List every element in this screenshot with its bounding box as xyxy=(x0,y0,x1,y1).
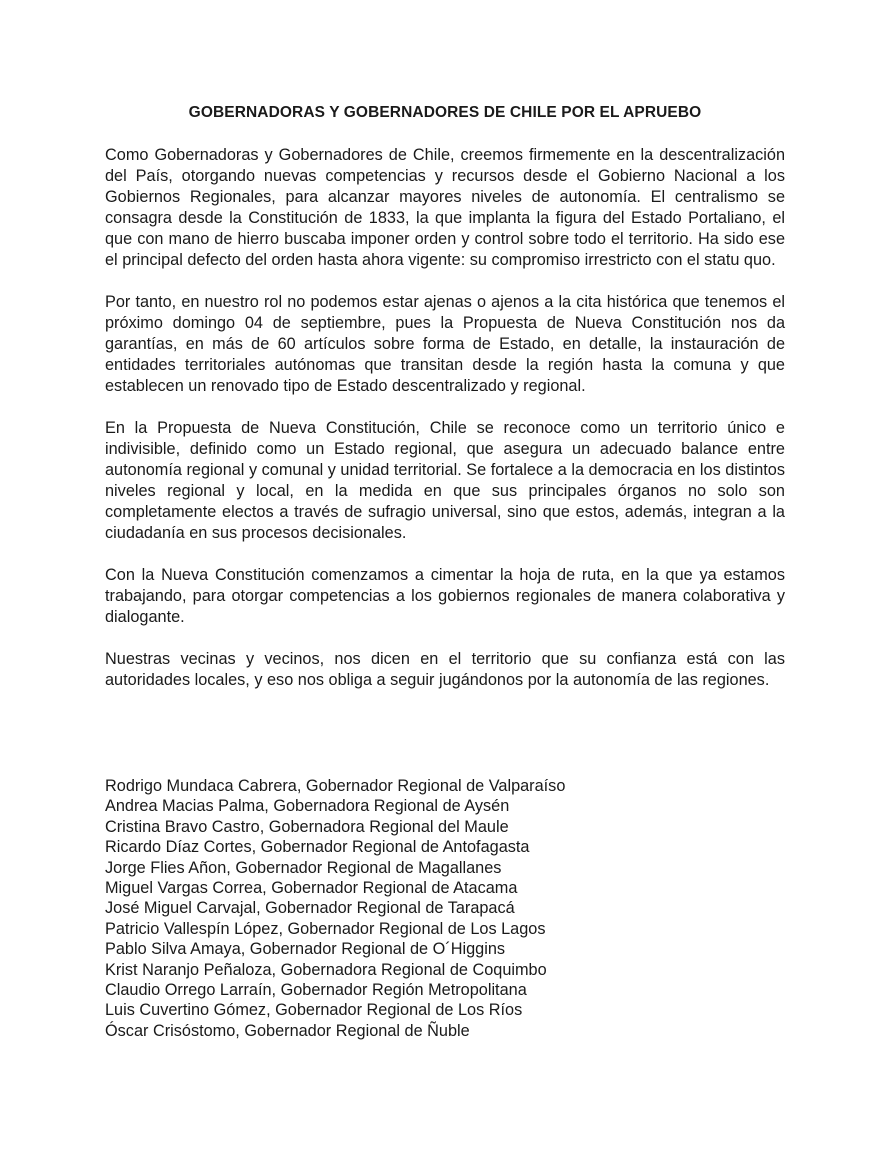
signatory: Krist Naranjo Peñaloza, Gobernadora Regional de Coquimbo xyxy=(105,960,547,979)
signatory: Cristina Bravo Castro, Gobernadora Regional del Maule xyxy=(105,817,509,836)
signatory: Patricio Vallespín López, Gobernador Regional de Los Lagos xyxy=(105,919,546,938)
signatory: Óscar Crisóstomo, Gobernador Regional de Ñuble xyxy=(105,1021,470,1040)
paragraph-4: Con la Nueva Constitución comenzamos a cimentar la hoja de ruta, en la que ya estamos trabajando, para otorgar competencias a los gobiernos regionales de manera colaborativa y dialogante. xyxy=(105,566,785,626)
paragraph-2: Por tanto, en nuestro rol no podemos estar ajenas o ajenos a la cita histórica que tenemos el próximo domingo 04 de septiembre, pues la Propuesta de Nueva Constitución nos da garantías, en más de 60 artículos sobre forma de Estado, en detalle, la instauración de entidades territoriales autónomas que transitan desde la región hasta la comuna y que establecen un renovado tipo de Estado descentralizado y regional. xyxy=(105,293,785,395)
signatory: Rodrigo Mundaca Cabrera, Gobernador Regional de Valparaíso xyxy=(105,777,566,795)
signatory: Miguel Vargas Correa, Gobernador Regional de Atacama xyxy=(105,879,518,898)
document-body xyxy=(105,145,785,712)
paragraph-1: Como Gobernadoras y Gobernadores de Chile, creemos firmemente en la descentralización del País, otorgando nuevas competencias y recursos desde el Gobierno Nacional a los Gobiernos Regionales, para alcanzar mayores niveles de autonomía. El centralismo se consagra desde la Constitución de 1833, la que implanta la figura del Estado Portaliano, el que con mano de hierro buscaba imponer orden y control sobre todo el territorio. Ha sido ese el principal defecto del orden hasta ahora vigente: su compromiso irrestricto con el statu quo. xyxy=(105,146,785,269)
signatory: Pablo Silva Amaya, Gobernador Regional de O´Higgins xyxy=(105,940,506,959)
signatory: Claudio Orrego Larraín, Gobernador Región Metropolitana xyxy=(105,981,527,1000)
signatory: Jorge Flies Añon, Gobernador Regional de Magallanes xyxy=(105,858,502,877)
paragraph-5: Nuestras vecinas y vecinos, nos dicen en el territorio que su confianza está con las autoridades locales, y eso nos obliga a seguir jugándonos por la autonomía de las regiones. xyxy=(105,650,785,689)
paragraph-3: En la Propuesta de Nueva Constitución, Chile se reconoce como un territorio único e indivisible, definido como un Estado regional, que asegura un adecuado balance entre autonomía regional y comunal y unidad territorial. Se fortalece a la democracia en los distintos niveles regional y local, en la medida en que sus principales órganos no solo son completamente electos a través de sufragio universal, sino que estos, además, integran a la ciudadanía en sus procesos decisionales. xyxy=(105,419,785,542)
signatory: Ricardo Díaz Cortes, Gobernador Regional de Antofagasta xyxy=(105,838,530,857)
signatory: Luis Cuvertino Gómez, Gobernador Regional de Los Ríos xyxy=(105,1001,523,1020)
signatory: José Miguel Carvajal, Gobernador Regional de Tarapacá xyxy=(105,899,515,918)
signatories-list xyxy=(105,776,785,1041)
signatory: Andrea Macias Palma, Gobernadora Regional de Aysén xyxy=(105,797,510,816)
document-title: GOBERNADORAS Y GOBERNADORES DE CHILE POR EL APRUEBO xyxy=(188,104,702,121)
